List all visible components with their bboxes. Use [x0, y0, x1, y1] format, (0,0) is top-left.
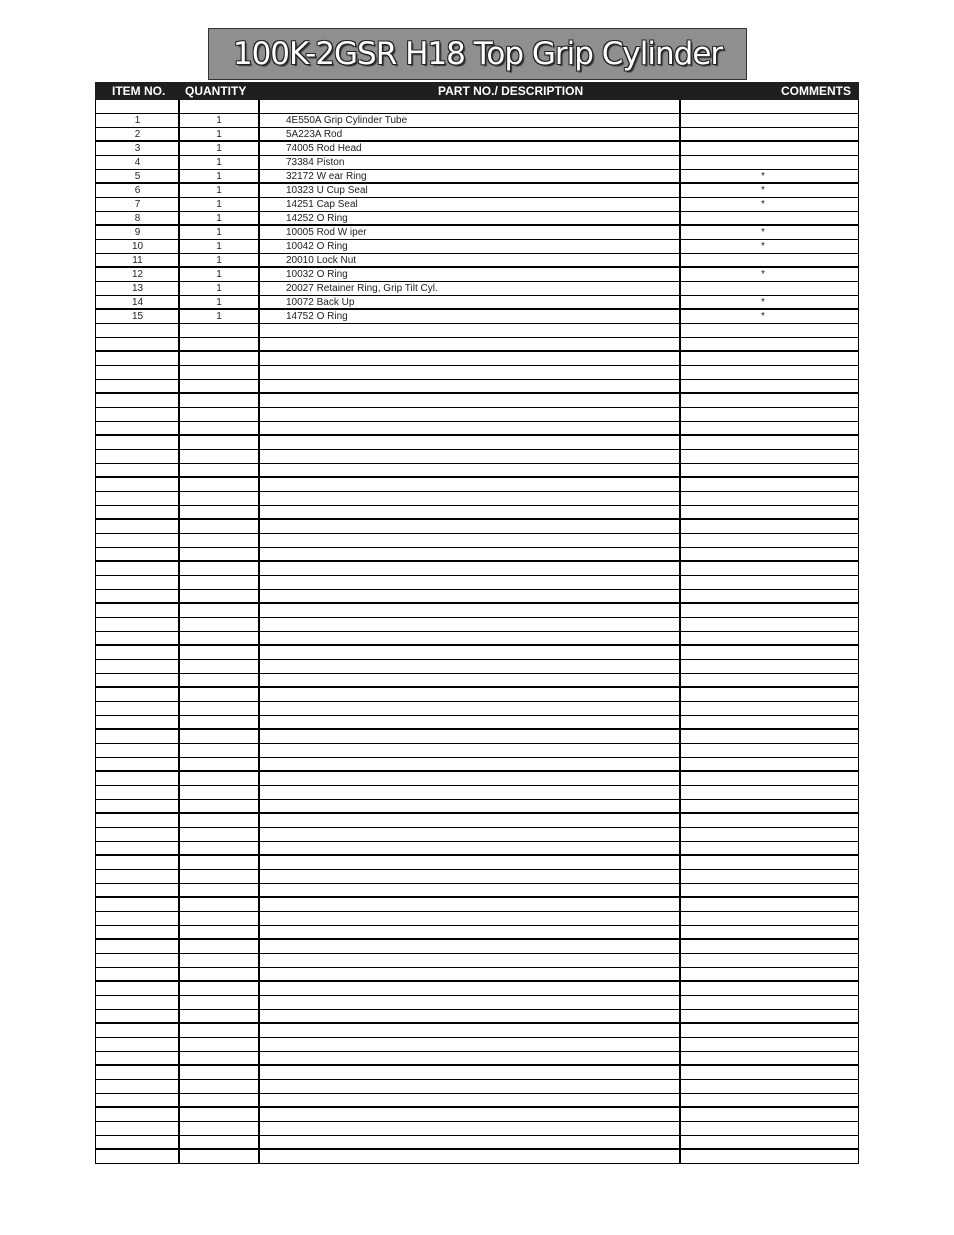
table-row: [96, 310, 858, 324]
table-row: [96, 254, 858, 268]
table-row: [96, 114, 858, 128]
item-cell: 4: [134, 157, 141, 168]
table-row: [96, 786, 858, 800]
quantity-cell: 1: [216, 115, 222, 126]
table-row: [96, 898, 858, 912]
table-row: [96, 352, 858, 366]
table-row: [96, 674, 858, 688]
description-cell: 4E550A Grip Cylinder Tube: [286, 115, 408, 126]
table-row: [96, 366, 858, 380]
quantity-cell: 1: [216, 199, 222, 210]
item-cell: 7: [134, 199, 141, 210]
comment-cell: *: [761, 185, 765, 196]
table-row: [96, 856, 858, 870]
item-cell: 5: [134, 171, 141, 182]
description-cell: 10005 Rod W iper: [286, 227, 367, 238]
table-header: [95, 82, 859, 100]
table-row: [96, 184, 858, 198]
table-row: [96, 800, 858, 814]
table-row: [96, 590, 858, 604]
table-row: [96, 534, 858, 548]
table-row: [96, 954, 858, 968]
header-comments: COMMENTS: [781, 84, 851, 98]
table-row: [96, 464, 858, 478]
table-row: [96, 296, 858, 310]
item-cell: 10: [131, 241, 144, 252]
comment-cell: *: [761, 227, 765, 238]
table-row: [96, 1136, 858, 1150]
description-cell: 5A223A Rod: [286, 129, 343, 140]
table-row: [96, 744, 858, 758]
table-row: [96, 450, 858, 464]
description-cell: 73384 Piston: [286, 157, 345, 168]
table-row: [96, 1024, 858, 1038]
description-cell: 10042 O Ring: [286, 241, 348, 252]
description-cell: 14252 O Ring: [286, 213, 348, 224]
item-cell: 6: [134, 185, 141, 196]
table-row: [96, 758, 858, 772]
table-row: [96, 870, 858, 884]
item-cell: 3: [134, 143, 141, 154]
description-cell: 14752 O Ring: [286, 311, 348, 322]
table-row: [96, 1010, 858, 1024]
quantity-cell: 1: [216, 269, 222, 280]
description-cell: 10323 U Cup Seal: [286, 185, 368, 196]
item-cell: 9: [134, 227, 141, 238]
item-cell: 1: [134, 115, 141, 126]
comment-cell: *: [761, 199, 765, 210]
table-row: [96, 520, 858, 534]
table-row: [96, 730, 858, 744]
table-row: [96, 100, 858, 114]
table-row: [96, 618, 858, 632]
table-row: [96, 716, 858, 730]
quantity-cell: 1: [216, 143, 222, 154]
table-row: [96, 226, 858, 240]
table-row: [96, 940, 858, 954]
table-row: [96, 926, 858, 940]
table-row: [96, 212, 858, 226]
table-row: [96, 492, 858, 506]
table-row: [96, 338, 858, 352]
table-row: [96, 436, 858, 450]
table-row: [96, 604, 858, 618]
table-row: [96, 282, 858, 296]
table-row: [96, 842, 858, 856]
item-cell: 2: [134, 129, 141, 140]
table-row: [96, 170, 858, 184]
table-row: [96, 1150, 858, 1164]
item-cell: 15: [131, 311, 144, 322]
parts-table: [95, 82, 859, 322]
item-cell: 8: [134, 213, 141, 224]
comment-cell: *: [761, 269, 765, 280]
table-row: [96, 968, 858, 982]
table-row: [96, 996, 858, 1010]
table-row: [96, 1038, 858, 1052]
table-row: [96, 828, 858, 842]
table-row: [96, 394, 858, 408]
quantity-cell: 1: [216, 241, 222, 252]
table-row: [96, 408, 858, 422]
header-item-no: ITEM NO.: [112, 84, 166, 98]
comment-cell: *: [761, 297, 765, 308]
table-row: [96, 688, 858, 702]
title-banner: [208, 28, 747, 80]
quantity-cell: 1: [216, 171, 222, 182]
table-row: [96, 576, 858, 590]
table-row: [96, 632, 858, 646]
table-row: [96, 548, 858, 562]
table-grid: [95, 100, 859, 1164]
table-body: [96, 100, 858, 1164]
table-row: [96, 562, 858, 576]
table-row: [96, 268, 858, 282]
table-row: [96, 128, 858, 142]
table-row: [96, 156, 858, 170]
table-row: [96, 422, 858, 436]
table-row: [96, 1066, 858, 1080]
quantity-cell: 1: [216, 157, 222, 168]
table-row: [96, 772, 858, 786]
table-row: [96, 982, 858, 996]
table-row: [96, 1052, 858, 1066]
table-row: [96, 240, 858, 254]
table-row: [96, 324, 858, 338]
item-cell: 13: [131, 283, 144, 294]
table-row: [96, 814, 858, 828]
header-part-description: PART NO./ DESCRIPTION: [438, 84, 584, 98]
table-row: [96, 884, 858, 898]
page-title: 100K-2GSR H18 Top Grip Cylinder: [232, 36, 723, 72]
item-cell: 14: [131, 297, 144, 308]
table-row: [96, 646, 858, 660]
description-cell: 74005 Rod Head: [286, 143, 362, 154]
comment-cell: *: [761, 241, 765, 252]
quantity-cell: 1: [216, 255, 222, 266]
quantity-cell: 1: [216, 227, 222, 238]
table-row: [96, 1122, 858, 1136]
item-cell: 11: [132, 255, 143, 266]
table-row: [96, 478, 858, 492]
table-row: [96, 198, 858, 212]
item-cell: 12: [131, 269, 144, 280]
description-cell: 32172 W ear Ring: [286, 171, 367, 182]
table-row: [96, 1094, 858, 1108]
quantity-cell: 1: [216, 283, 222, 294]
description-cell: 20027 Retainer Ring, Grip Tilt Cyl.: [286, 283, 438, 294]
description-cell: 10072 Back Up: [286, 297, 355, 308]
quantity-cell: 1: [216, 297, 222, 308]
quantity-cell: 1: [216, 185, 222, 196]
table-row: [96, 1108, 858, 1122]
table-row: [96, 660, 858, 674]
table-row: [96, 142, 858, 156]
description-cell: 20010 Lock Nut: [286, 255, 357, 266]
description-cell: 10032 O Ring: [286, 269, 348, 280]
comment-cell: *: [761, 311, 765, 322]
comment-cell: *: [761, 171, 765, 182]
description-cell: 14251 Cap Seal: [286, 199, 358, 210]
quantity-cell: 1: [216, 129, 222, 140]
table-row: [96, 1080, 858, 1094]
header-quantity: QUANTITY: [185, 84, 247, 98]
table-row: [96, 380, 858, 394]
table-row: [96, 506, 858, 520]
quantity-cell: 1: [216, 311, 222, 322]
quantity-cell: 1: [216, 213, 222, 224]
table-row: [96, 702, 858, 716]
table-row: [96, 912, 858, 926]
